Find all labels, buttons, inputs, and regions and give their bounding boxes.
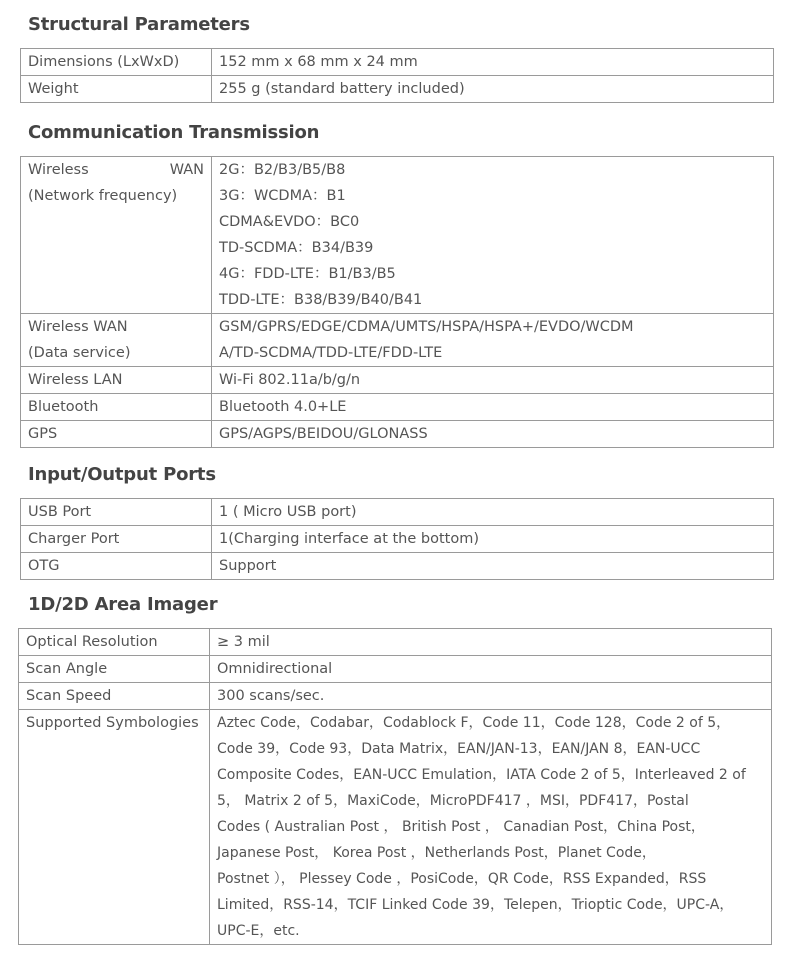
- row-value: GPS/AGPS/BEIDOU/GLONASS: [212, 421, 774, 448]
- section-title-structural: Structural Parameters: [28, 14, 250, 35]
- structural-table: [20, 48, 774, 103]
- row-key: Scan Angle: [19, 656, 210, 683]
- row-key-part: WAN: [169, 162, 204, 178]
- row-key: Wireless LAN: [21, 367, 212, 394]
- value-line: TD-SCDMA：B34/B39: [219, 240, 374, 256]
- row-key: [21, 157, 212, 314]
- row-value: 255 g (standard battery included): [212, 76, 774, 103]
- table-row: [19, 656, 772, 683]
- row-value: [210, 710, 772, 945]
- value-line: Code 39，Code 93，Data Matrix，EAN/JAN-13，EAN/JAN 8，EAN-UCC: [217, 741, 701, 757]
- value-line: 4G：FDD-LTE：B1/B3/B5: [219, 266, 396, 282]
- row-key-part: (Data service): [28, 345, 131, 361]
- row-value: Support: [212, 553, 774, 580]
- row-value: ≥ 3 mil: [210, 629, 772, 656]
- row-value: Omnidirectional: [210, 656, 772, 683]
- communication-table: [20, 156, 774, 448]
- row-key-part: Wireless: [28, 162, 89, 178]
- row-value: [212, 157, 774, 314]
- row-value: 152 mm x 68 mm x 24 mm: [212, 49, 774, 76]
- row-value: Bluetooth 4.0+LE: [212, 394, 774, 421]
- section-title-communication: Communication Transmission: [28, 122, 320, 143]
- row-key: Weight: [21, 76, 212, 103]
- row-key: Charger Port: [21, 526, 212, 553]
- section-title-imager: 1D/2D Area Imager: [28, 594, 218, 615]
- value-line: Postnet ）， Plessey Code ，PosiCode，QR Code，RSS Expanded，RSS: [217, 871, 707, 887]
- value-line: 5， Matrix 2 of 5，MaxiCode，MicroPDF417 ，MSI，PDF417，Postal: [217, 793, 689, 809]
- table-row: [19, 629, 772, 656]
- table-row: [21, 76, 774, 103]
- row-key: USB Port: [21, 499, 212, 526]
- row-key: Dimensions (LxWxD): [21, 49, 212, 76]
- table-row: [21, 499, 774, 526]
- value-line: 3G：WCDMA：B1: [219, 188, 346, 204]
- value-line: TDD-LTE：B38/B39/B40/B41: [219, 292, 423, 308]
- value-line: Aztec Code，Codabar，Codablock F，Code 11，Code 128，Code 2 of 5，: [217, 715, 731, 731]
- ports-table: [20, 498, 774, 580]
- table-row: [21, 314, 774, 367]
- row-key: GPS: [21, 421, 212, 448]
- row-value: 1 ( Micro USB port): [212, 499, 774, 526]
- section-title-ports: Input/Output Ports: [28, 464, 216, 485]
- row-value: 1(Charging interface at the bottom): [212, 526, 774, 553]
- row-key-part: Wireless WAN: [28, 319, 128, 335]
- table-row: [19, 683, 772, 710]
- row-value: [212, 314, 774, 367]
- value-line: Composite Codes，EAN-UCC Emulation，IATA Code 2 of 5，Interleaved 2 of: [217, 767, 746, 783]
- imager-table: [18, 628, 772, 945]
- value-line: CDMA&EVDO：BC0: [219, 214, 360, 230]
- row-value: 300 scans/sec.: [210, 683, 772, 710]
- value-line: Limited，RSS-14，TCIF Linked Code 39，Telepen，Trioptic Code，UPC-A，: [217, 897, 734, 913]
- row-key: OTG: [21, 553, 212, 580]
- table-row: [21, 367, 774, 394]
- row-key: Bluetooth: [21, 394, 212, 421]
- value-line: A/TD-SCDMA/TDD-LTE/FDD-LTE: [219, 345, 443, 361]
- value-line: GSM/GPRS/EDGE/CDMA/UMTS/HSPA/HSPA+/EVDO/WCDM: [219, 319, 634, 335]
- value-line: Codes ( Australian Post ， British Post ， Canadian Post，China Post，: [217, 819, 705, 835]
- row-key: Supported Symbologies: [19, 710, 210, 945]
- row-key: Optical Resolution: [19, 629, 210, 656]
- table-row: [21, 553, 774, 580]
- table-row: [19, 710, 772, 945]
- value-line: Japanese Post， Korea Post ，Netherlands Post，Planet Code，: [217, 845, 656, 861]
- row-value: Wi-Fi 802.11a/b/g/n: [212, 367, 774, 394]
- row-key-part: (Network frequency): [28, 188, 178, 204]
- row-key: [21, 314, 212, 367]
- table-row: [21, 421, 774, 448]
- table-row: [21, 157, 774, 314]
- value-line: UPC-E，etc.: [217, 923, 300, 939]
- row-key: Scan Speed: [19, 683, 210, 710]
- table-row: [21, 394, 774, 421]
- table-row: [21, 526, 774, 553]
- table-row: [21, 49, 774, 76]
- value-line: 2G：B2/B3/B5/B8: [219, 162, 346, 178]
